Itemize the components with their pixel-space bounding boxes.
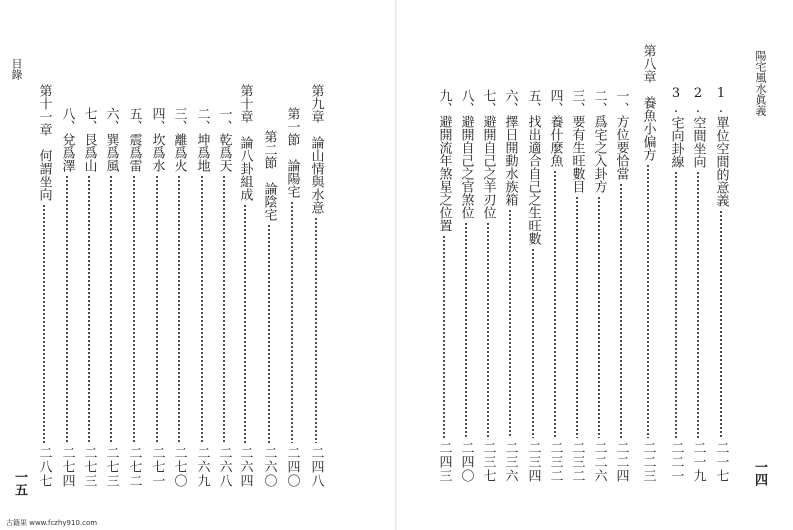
- toc-entry: [149, 107, 165, 488]
- toc-entry-title: 第十一章 何謂坐向: [36, 84, 52, 201]
- toc-entry: [525, 89, 541, 483]
- toc-entry: [640, 44, 656, 483]
- toc-entry: [480, 89, 496, 483]
- toc-entry-title: 七、避開自己之羊刃位: [480, 89, 496, 219]
- toc-entry: [458, 89, 474, 483]
- dot-leader: [88, 175, 90, 443]
- toc-entry: [591, 89, 607, 483]
- toc-entry: [569, 89, 585, 483]
- toc-entry-title: 三、要有生旺數目: [569, 89, 585, 193]
- toc-entry-page: 二三四: [525, 441, 541, 483]
- dot-leader: [133, 175, 135, 443]
- toc-entry-title: 五、震爲雷: [126, 107, 142, 172]
- toc-entry-title: 四、坎爲水: [149, 107, 165, 172]
- left-page-header: 目錄: [10, 58, 23, 80]
- toc-entry-page: 二七二: [126, 446, 142, 488]
- toc-entry: [103, 107, 119, 488]
- toc-entry-page: 二一七: [713, 441, 729, 483]
- toc-entry-title: 八、兌爲澤: [59, 107, 75, 172]
- toc-entry-title: 第九章 論山情與水意: [308, 84, 324, 214]
- toc-entry: [713, 86, 729, 483]
- toc-entry: [194, 107, 210, 488]
- toc-entry-title: 2.空間坐向: [690, 86, 706, 168]
- toc-entry: [502, 89, 518, 483]
- toc-entry-page: 二一九: [690, 441, 706, 483]
- toc-entry-title: 七、艮爲山: [81, 107, 97, 172]
- toc-entry-page: 二三二: [547, 441, 563, 483]
- toc-entry: [36, 84, 52, 488]
- toc-entry-title: 二、坤爲地: [194, 107, 210, 172]
- toc-entry-page: 二七〇: [171, 446, 187, 488]
- toc-entry-page: 二四〇: [458, 441, 474, 483]
- toc-entry: [668, 86, 684, 483]
- dot-leader: [156, 175, 158, 443]
- toc-entry-page: 二七四: [59, 446, 75, 488]
- toc-entry-title: 第十章 論八卦組成: [237, 84, 253, 201]
- dot-leader: [43, 204, 45, 443]
- dot-leader: [532, 248, 534, 438]
- toc-entry: [216, 107, 232, 488]
- toc-entry: [284, 107, 300, 488]
- toc-entry-page: 二八七: [36, 446, 52, 488]
- toc-entry-page: 二三七: [480, 441, 496, 483]
- toc-entry-title: 一、方位要恰當: [613, 89, 629, 180]
- toc-entry-title: 第二節 論陰宅: [261, 130, 277, 221]
- toc-entry-page: 二二四: [613, 441, 629, 483]
- dot-leader: [244, 204, 246, 443]
- toc-entry-page: 二二三: [640, 441, 656, 483]
- dot-leader: [720, 210, 722, 438]
- dot-leader: [487, 222, 489, 438]
- toc-entry-title: 四、養什麼魚: [547, 89, 563, 167]
- toc-entry-page: 二七一: [149, 446, 165, 488]
- toc-entry: [126, 107, 142, 488]
- toc-entry: [308, 84, 324, 488]
- toc-entry-title: 九、避開流年煞星之位置: [436, 89, 452, 232]
- toc-entry-title: 第八章 養魚小偏方: [640, 44, 656, 161]
- toc-entry: [690, 86, 706, 483]
- dot-leader: [598, 196, 600, 438]
- toc-entry: [59, 107, 75, 488]
- dot-leader: [509, 209, 511, 438]
- left-page-number: 一五: [12, 470, 27, 496]
- dot-leader: [291, 201, 293, 443]
- dot-leader: [66, 175, 68, 443]
- dot-leader: [268, 224, 270, 443]
- toc-entry-page: 二三二: [569, 441, 585, 483]
- toc-entry-title: 六、巽爲風: [103, 107, 119, 172]
- toc-entry: [547, 89, 563, 483]
- dot-leader: [465, 222, 467, 438]
- toc-entry-page: 二三六: [502, 441, 518, 483]
- dot-leader: [554, 170, 556, 438]
- toc-entry-page: 二四三: [436, 441, 452, 483]
- toc-entry: [613, 89, 629, 483]
- toc-entry-page: 二四〇: [284, 446, 300, 488]
- toc-entry-title: 第一節 論陽宅: [284, 107, 300, 198]
- toc-entry-title: 五、找出適合自己之生旺數: [525, 89, 541, 245]
- toc-entry-title: 八、避開自己之官煞位: [458, 89, 474, 219]
- dot-leader: [443, 235, 445, 438]
- toc-entry-page: 二六〇: [261, 446, 277, 488]
- toc-entry-page: 二七三: [81, 446, 97, 488]
- dot-leader: [697, 171, 699, 438]
- dot-leader: [675, 171, 677, 438]
- toc-entry: [237, 84, 253, 488]
- dot-leader: [315, 217, 317, 443]
- toc-entry: [261, 130, 277, 488]
- dot-leader: [201, 175, 203, 443]
- toc-entry-title: 一、乾爲天: [216, 107, 232, 172]
- toc-entry-page: 二七三: [103, 446, 119, 488]
- toc-entry-page: 二六九: [194, 446, 210, 488]
- toc-entry-title: 六、擇日開動水族箱: [502, 89, 518, 206]
- right-page-header: 陽宅風水眞義: [754, 50, 767, 116]
- right-page: [396, 0, 793, 530]
- dot-leader: [110, 175, 112, 443]
- dot-leader: [178, 175, 180, 443]
- dot-leader: [223, 175, 225, 443]
- right-page-number: 一四: [752, 460, 767, 486]
- toc-entry-page: 二六四: [237, 446, 253, 488]
- toc-entry-title: 3.宅向卦線: [668, 86, 684, 168]
- toc-entry-page: 二四八: [308, 446, 324, 488]
- toc-entry: [81, 107, 97, 488]
- toc-entry: [171, 107, 187, 488]
- toc-entry-page: 二二六: [591, 441, 607, 483]
- dot-leader: [576, 196, 578, 438]
- toc-entry: [436, 89, 452, 483]
- dot-leader: [620, 183, 622, 438]
- toc-entry-title: 1.單位空間的意義: [713, 86, 729, 207]
- dot-leader: [647, 164, 649, 438]
- watermark: 古籍果 www.fczhy910.com: [6, 519, 98, 527]
- left-page: [0, 0, 396, 530]
- toc-entry-page: 二二一: [668, 441, 684, 483]
- toc-entry-title: 二、爲宅之入卦方: [591, 89, 607, 193]
- toc-entry-page: 二六八: [216, 446, 232, 488]
- toc-entry-title: 三、離爲火: [171, 107, 187, 172]
